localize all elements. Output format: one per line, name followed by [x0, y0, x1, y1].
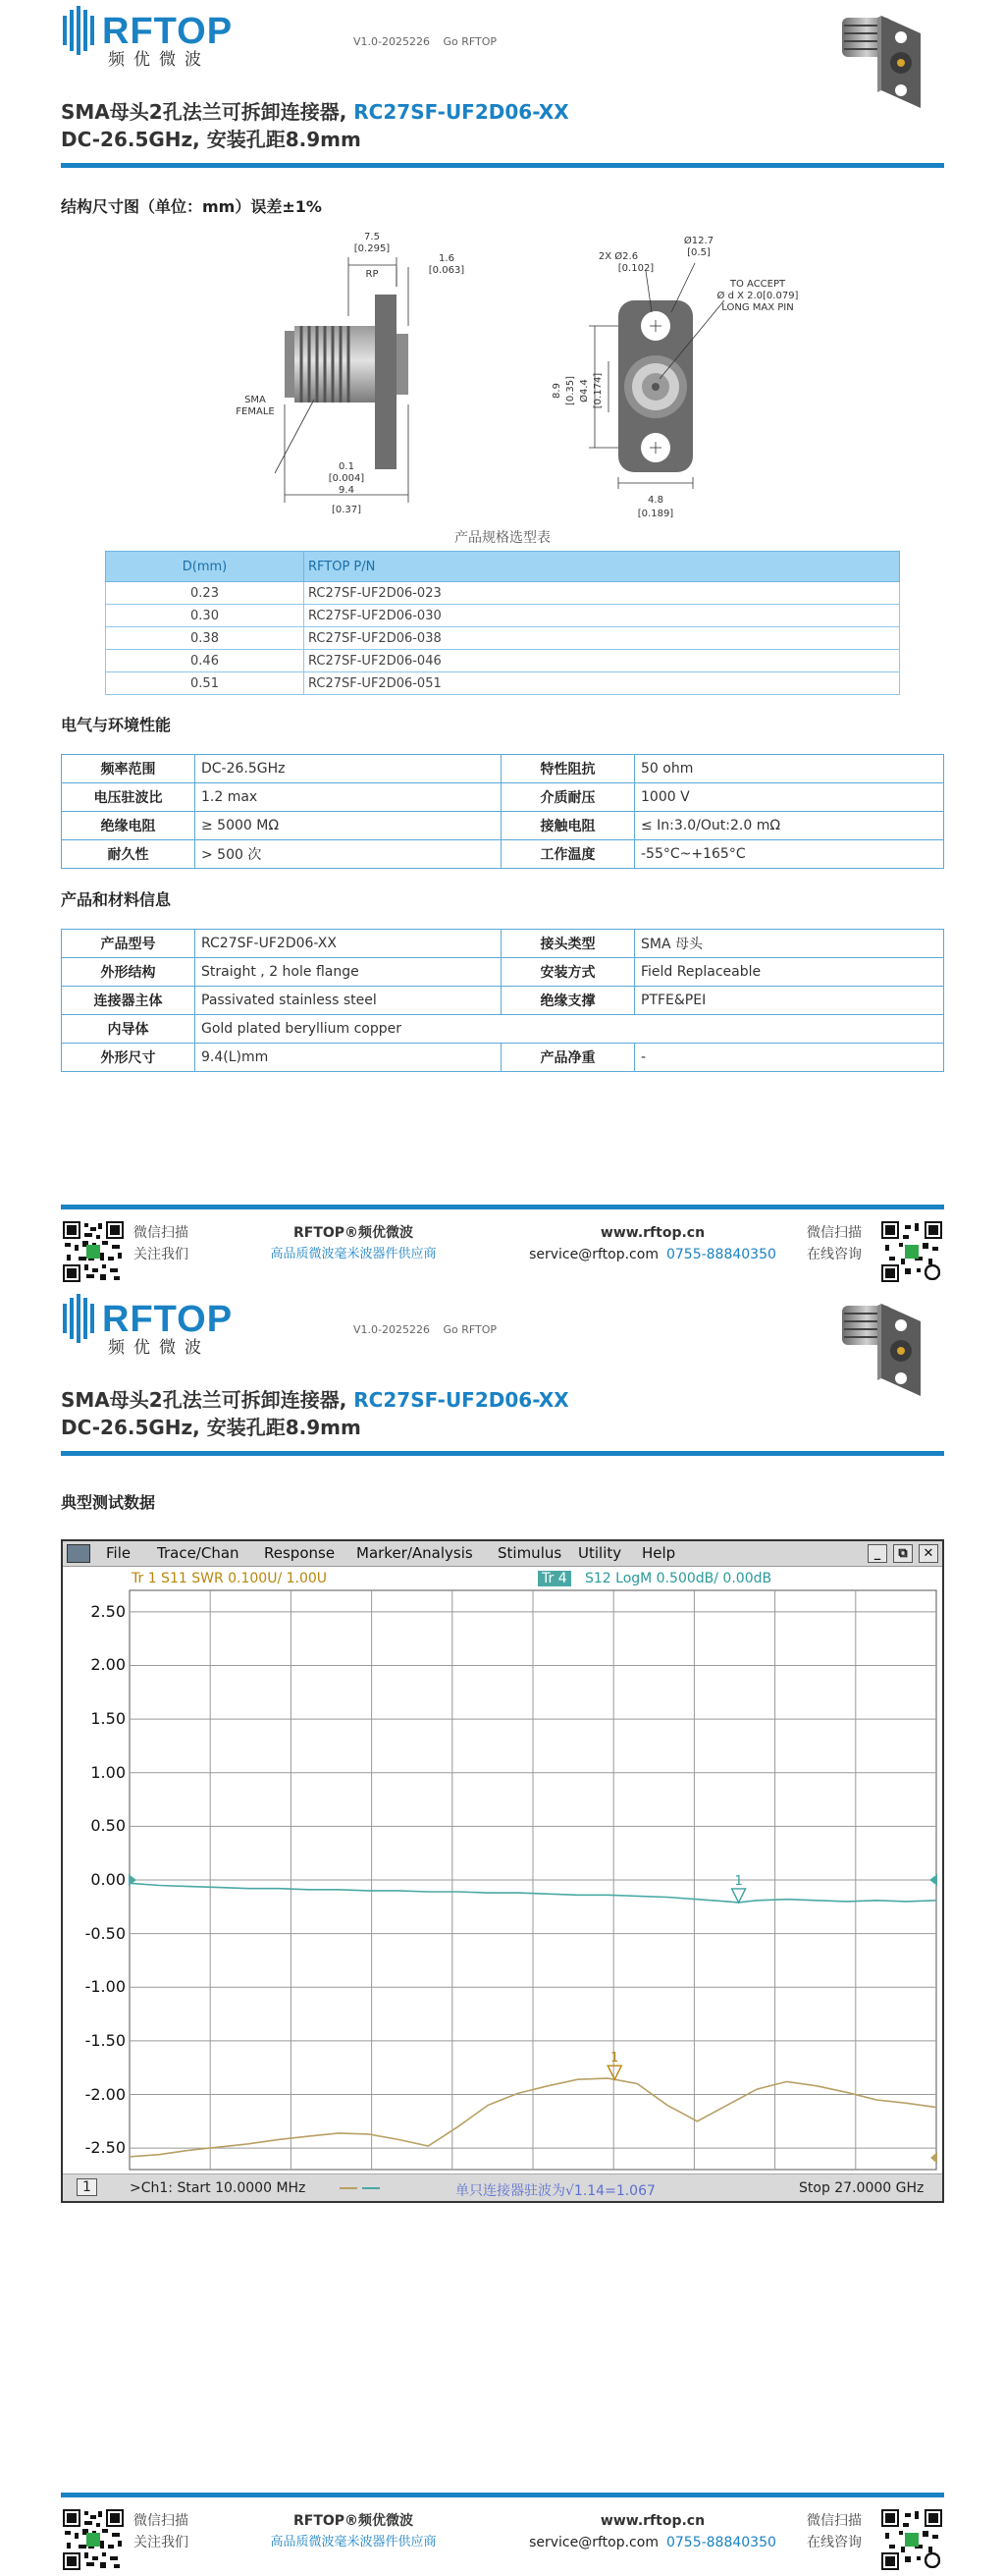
spec-key: 内导体: [62, 1015, 195, 1044]
s11-marker-label: 1: [610, 2051, 619, 2066]
dim-1-6: 1.6: [439, 253, 454, 264]
footer-scan-text: 微信扫描: [133, 2513, 188, 2529]
table-row: [62, 755, 944, 783]
spec-key: 连接器主体: [62, 987, 195, 1015]
menu-file[interactable]: File: [106, 1544, 132, 1562]
spec-value: 50 ohm: [635, 755, 944, 783]
spec-value: 1.2 max: [195, 783, 502, 812]
cell-pn: RC27SF-UF2D06-038: [304, 627, 900, 650]
footer-email-link[interactable]: service@rftop.com: [529, 1247, 659, 1262]
accept-line-2: Ø d X 2.0[0.079]: [716, 291, 799, 301]
selection-header-pn: RFTOP P/N: [304, 552, 900, 582]
dim-4-8-in: [0.189]: [637, 509, 674, 519]
minimize-button[interactable]: _: [868, 1544, 887, 1563]
close-button[interactable]: ✕: [919, 1544, 938, 1563]
go-rftop-link[interactable]: Go RFTOP: [443, 1323, 498, 1336]
version-line: [353, 35, 506, 48]
footer-follow-text: 关注我们: [133, 2535, 188, 2550]
dim-0-1-in: [0.004]: [328, 473, 365, 484]
section-title-dimensions: 结构尺寸图（单位：mm）误差±1%: [61, 197, 322, 216]
cell-d: 0.30: [106, 605, 304, 627]
dim-8-9: 8.9: [552, 383, 562, 399]
vswr-note: 单只连接器驻波为√1.14=1.067: [455, 2183, 656, 2199]
spec-value: PTFE&PEI: [635, 987, 944, 1015]
section-title-test-data: 典型测试数据: [61, 1493, 156, 1512]
footer-follow-block: [133, 2510, 188, 2553]
spec-value: DC-26.5GHz: [195, 755, 502, 783]
spec-key: 绝缘支撑: [502, 987, 635, 1015]
footer-contact-block: [520, 2510, 785, 2553]
header-divider: [61, 163, 944, 168]
spec-key: 电压驻波比: [62, 783, 195, 812]
spec-value: SMA 母头: [635, 930, 944, 958]
cell-pn: RC27SF-UF2D06-023: [304, 582, 900, 605]
electrical-table: [61, 754, 944, 869]
label-sma: SMA: [244, 395, 266, 405]
table-row: [106, 650, 900, 672]
table-row: [62, 1044, 944, 1072]
consult-qr-code[interactable]: [881, 1221, 942, 1282]
selection-table-caption: 产品规格选型表: [454, 530, 551, 546]
spec-value: Passivated stainless steel: [195, 987, 502, 1015]
dim-9-4: 9.4: [339, 485, 354, 496]
footer-phone[interactable]: 0755-88840350: [665, 1247, 776, 1262]
footer-slogan: 高品质微波毫米波器件供应商: [270, 1247, 437, 1261]
product-title-text: SMA母头2孔法兰可拆卸连接器,: [61, 100, 347, 124]
dim-7-5-in: [0.295]: [353, 243, 391, 254]
dim-rp: RP: [365, 269, 379, 280]
footer-contact-block: [520, 1222, 785, 1265]
logo-wordmark: RFTOP: [102, 1299, 234, 1340]
footer-consult-text: 在线咨询: [807, 1247, 862, 1262]
menu-marker-analysis[interactable]: Marker/Analysis: [356, 1544, 473, 1562]
spec-value: > 500 次: [195, 840, 502, 869]
spec-value: ≥ 5000 MΩ: [195, 812, 502, 840]
spec-value: ≤ In:3.0/Out:2.0 mΩ: [635, 812, 944, 840]
spec-key: 接触电阻: [502, 812, 635, 840]
menu-utility[interactable]: Utility: [578, 1544, 622, 1562]
y-tick-label: 1.50: [90, 1709, 126, 1729]
vna-plot: [63, 1541, 942, 2174]
spec-key: 产品净重: [502, 1044, 635, 1072]
dim-0-1: 0.1: [339, 461, 354, 472]
dim-hole: 2X Ø2.6: [598, 251, 639, 262]
spec-value: RC27SF-UF2D06-XX: [195, 930, 502, 958]
version-number: V1.0-2025226: [353, 1323, 430, 1336]
footer-brand: RFTOP®频优微波: [292, 2513, 414, 2529]
spec-key: 外形结构: [62, 958, 195, 987]
spec-key: 外形尺寸: [62, 1044, 195, 1072]
table-row: [62, 987, 944, 1015]
section-title-electrical: 电气与环境性能: [61, 716, 172, 734]
spec-value: 1000 V: [635, 783, 944, 812]
y-tick-label: 1.00: [90, 1762, 126, 1782]
selection-table: [105, 551, 900, 695]
spec-key: 安装方式: [502, 958, 635, 987]
spec-key: 特性阻抗: [502, 755, 635, 783]
product-part-number: RC27SF-UF2D06-XX: [353, 100, 569, 124]
y-tick-label: -1.50: [84, 2030, 126, 2050]
stop-frequency: Stop 27.0000 GHz: [799, 2180, 925, 2196]
spec-value: Straight , 2 hole flange: [195, 958, 502, 987]
footer-brand-block: [245, 1222, 461, 1265]
table-row: [106, 672, 900, 695]
go-rftop-link[interactable]: Go RFTOP: [443, 35, 498, 48]
s11-legend-swatch: [340, 2187, 357, 2189]
menu-stimulus[interactable]: Stimulus: [498, 1544, 562, 1562]
footer-divider: [61, 2493, 944, 2497]
dim-4-8: 4.8: [648, 495, 663, 506]
trace-1-header[interactable]: Tr 1 S11 SWR 0.100U/ 1.00U: [132, 1571, 328, 1586]
wechat-qr-code[interactable]: [63, 2509, 124, 2570]
s12-marker-label: 1: [734, 1873, 743, 1889]
spec-key: 耐久性: [62, 840, 195, 869]
footer-brand: RFTOP®频优微波: [292, 1225, 414, 1241]
dim-1-6-in: [0.063]: [428, 265, 465, 276]
y-tick-label: -1.00: [84, 1977, 126, 1997]
dim-dia-in: [0.5]: [687, 247, 711, 258]
side-view-drawing: [221, 228, 486, 522]
spec-key: 介质耐压: [502, 783, 635, 812]
dim-9-4-in: [0.37]: [331, 505, 362, 515]
channel-number[interactable]: 1: [77, 2178, 97, 2196]
table-row: [62, 840, 944, 869]
cell-pn: RC27SF-UF2D06-051: [304, 672, 900, 695]
menu-response[interactable]: Response: [264, 1544, 336, 1562]
footer-divider: [61, 1205, 944, 1209]
header-divider: [61, 1451, 944, 1456]
start-frequency: >Ch1: Start 10.0000 MHz: [130, 2180, 306, 2196]
menu-help[interactable]: Help: [642, 1544, 676, 1562]
product-part-number: RC27SF-UF2D06-XX: [353, 1388, 569, 1412]
dim-4-4-in: [0.174]: [593, 372, 604, 409]
footer-scan-text: 微信扫描: [133, 1225, 188, 1241]
footer-follow-text: 关注我们: [133, 1247, 188, 1262]
s12-legend-swatch: [362, 2187, 380, 2189]
logo-chinese-name: 频优微波: [108, 1338, 210, 1358]
consult-qr-code[interactable]: [881, 2509, 942, 2570]
table-row: [62, 958, 944, 987]
materials-table: [61, 929, 944, 1072]
section-title-materials: 产品和材料信息: [61, 890, 172, 909]
product-subtitle: DC-26.5GHz, 安装孔距8.9mm: [61, 128, 361, 151]
dim-4-4: Ø4.4: [579, 379, 590, 402]
table-row: [62, 1015, 944, 1044]
dim-dia: Ø12.7: [683, 236, 714, 246]
y-tick-label: -2.00: [84, 2084, 126, 2104]
footer-follow-block: [133, 1222, 188, 1265]
spec-value: -55°C~+165°C: [635, 840, 944, 869]
spec-key: 频率范围: [62, 755, 195, 783]
spec-value: -: [635, 1044, 944, 1072]
logo-chinese-name: 频优微波: [108, 50, 210, 70]
table-row: [106, 582, 900, 605]
y-tick-label: 2.00: [90, 1655, 126, 1675]
y-tick-label: 0.00: [90, 1870, 126, 1889]
spec-key: 接头类型: [502, 930, 635, 958]
spec-value: 9.4(L)mm: [195, 1044, 502, 1072]
vna-screenshot: [61, 1539, 944, 2203]
front-view-drawing: [550, 232, 805, 526]
logo-wordmark: RFTOP: [102, 11, 234, 52]
label-female: FEMALE: [236, 406, 275, 417]
footer-website-link[interactable]: www.rftop.cn: [600, 2513, 706, 2529]
cell-d: 0.23: [106, 582, 304, 605]
y-tick-label: 0.50: [90, 1816, 126, 1836]
cell-d: 0.51: [106, 672, 304, 695]
product-subtitle: DC-26.5GHz, 安装孔距8.9mm: [61, 1416, 361, 1439]
footer-website-link[interactable]: www.rftop.cn: [600, 1225, 706, 1241]
spec-key: 绝缘电阻: [62, 812, 195, 840]
footer-consult-text: 在线咨询: [807, 2535, 862, 2550]
trace-4-tag[interactable]: Tr 4: [538, 1571, 571, 1586]
footer-consult-block: [807, 1222, 862, 1265]
cell-pn: RC27SF-UF2D06-046: [304, 650, 900, 672]
cell-d: 0.46: [106, 650, 304, 672]
vna-status-bar: [63, 2174, 942, 2201]
dim-7-5: 7.5: [364, 232, 380, 242]
footer-scan2-text: 微信扫描: [807, 1225, 862, 1241]
cell-pn: RC27SF-UF2D06-030: [304, 605, 900, 627]
version-number: V1.0-2025226: [353, 35, 430, 48]
trace-4-header[interactable]: S12 LogM 0.500dB/ 0.00dB: [585, 1571, 772, 1586]
accept-line-3: LONG MAX PIN: [721, 302, 794, 313]
spec-value: Field Replaceable: [635, 958, 944, 987]
table-row: [62, 930, 944, 958]
footer-slogan: 高品质微波毫米波器件供应商: [270, 2535, 437, 2549]
footer-consult-block: [807, 2510, 862, 2553]
datasheet-page-2: [0, 1288, 1005, 2576]
connector-product-image: [822, 1294, 940, 1402]
y-tick-label: -2.50: [84, 2138, 126, 2158]
footer-scan2-text: 微信扫描: [807, 2513, 862, 2529]
connector-product-image: [822, 6, 940, 114]
cell-d: 0.38: [106, 627, 304, 650]
spec-value: Gold plated beryllium copper: [195, 1015, 944, 1044]
y-tick-label: -0.50: [84, 1923, 126, 1943]
table-row: [62, 783, 944, 812]
selection-header-d: D(mm): [106, 552, 304, 582]
footer-brand-block: [245, 2510, 461, 2553]
product-title: [61, 1384, 569, 1413]
product-title-text: SMA母头2孔法兰可拆卸连接器,: [61, 1388, 347, 1412]
accept-line-1: TO ACCEPT: [729, 279, 786, 290]
dim-8-9-in: [0.35]: [565, 375, 576, 406]
dim-hole-in: [0.102]: [617, 263, 655, 274]
spec-key: 产品型号: [62, 930, 195, 958]
product-title: [61, 96, 569, 125]
restore-button[interactable]: ⧉: [893, 1544, 913, 1563]
menu-trace-chan[interactable]: Trace/Chan: [157, 1544, 239, 1562]
wechat-qr-code[interactable]: [63, 1221, 124, 1282]
table-row: [106, 627, 900, 650]
footer-email-link[interactable]: service@rftop.com: [529, 2535, 659, 2550]
y-tick-label: 2.50: [90, 1601, 126, 1621]
table-row: [106, 605, 900, 627]
version-line: [353, 1323, 506, 1336]
table-row: [62, 812, 944, 840]
footer-phone[interactable]: 0755-88840350: [665, 2535, 776, 2550]
spec-key: 工作温度: [502, 840, 635, 869]
